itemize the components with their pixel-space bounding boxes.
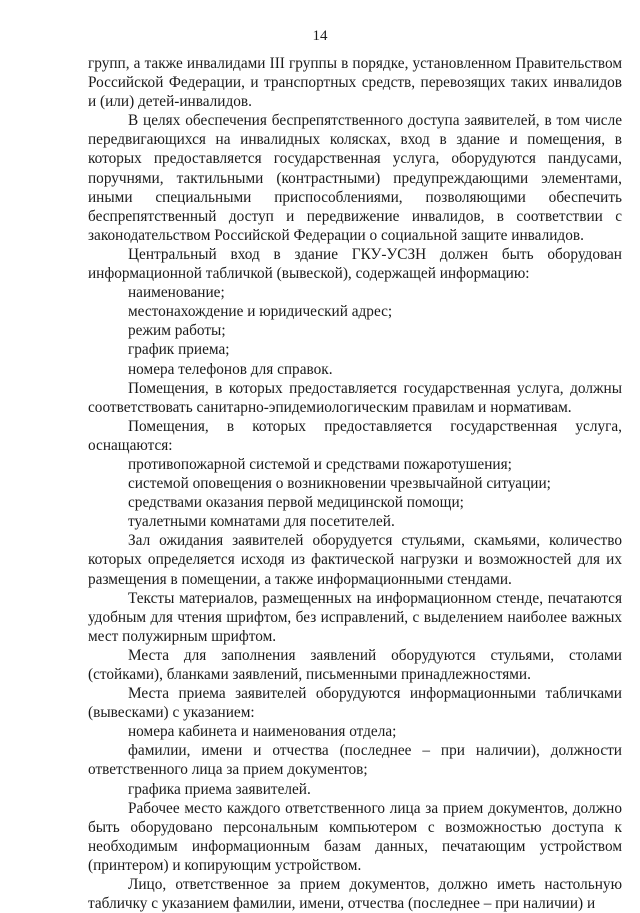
paragraph: Места для заполнения заявлений оборудуются стульями, столами (стойками), бланками заявлений, письменными принадлежностями.: [88, 646, 622, 683]
paragraph: Помещения, в которых предоставляется государственная услуга, должны соответствовать санитарно-эпидемиологическим правилам и нормативам.: [88, 379, 622, 416]
paragraph: Центральный вход в здание ГКУ-УСЗН должен быть оборудован информационной табличкой (вывеской), содержащей информацию:: [88, 245, 622, 283]
paragraph: Тексты материалов, размещенных на информационном стенде, печатаются удобным для чтения шрифтом, без исправлений, с выделением наиболее важных мест полужирным шрифтом.: [88, 589, 622, 645]
list-item: средствами оказания первой медицинской помощи;: [128, 494, 464, 512]
list-item: противопожарной системой и средствами пожаротушения;: [128, 455, 512, 473]
paragraph: Помещения, в которых предоставляется государственная услуга, оснащаются:: [88, 417, 622, 454]
paragraph: групп, а также инвалидами III группы в порядке, установленном Правительством Российской Федерации, и транспортных средств, перевозящих таких инвалидов и (или) детей-инвалидов.: [88, 55, 622, 111]
list-item: номера кабинета и наименования отдела;: [128, 723, 397, 741]
list-item: туалетными комнатами для посетителей.: [128, 513, 395, 531]
paragraph: Лицо, ответственное за прием документов, должно иметь настольную табличку с указанием фамилии, имени, отчества (последнее – при наличии) и: [88, 876, 622, 913]
list-item: режим работы;: [128, 322, 226, 340]
paragraph: Зал ожидания заявителей оборудуется стульями, скамьями, количество которых определяется исходя из фактической нагрузки и возможностей для их размещения в помещении, а также информационными стендами.: [88, 532, 622, 588]
paragraph: Рабочее место каждого ответственного лица за прием документов, должно быть оборудовано персональным компьютером с возможностью доступа к необходимым информационным базам данных, печатающим устройством (принтером) и копирующим устройством.: [88, 799, 622, 874]
list-item: местонахождение и юридический адрес;: [128, 303, 393, 321]
list-item: наименование;: [128, 284, 225, 302]
list-item: график приема;: [128, 341, 230, 359]
document-body: [88, 54, 622, 913]
paragraph: Места приема заявителей оборудуются информационными табличками (вывесками) с указанием:: [88, 685, 622, 722]
paragraph: В целях обеспечения беспрепятственного доступа заявителей, в том числе передвигающихся на инвалидных колясках, вход в здание и помещения, в которых предоставляется государственная услуга, оборудуются пандусами, поручнями, тактильными (контрастными) предупреждающими элементами, иными специальными приспособлениями, позволяющими обеспечить беспрепятственный доступ и передвижение инвалидов, в соответствии с законодательством Российской Федерации о социальной защите инвалидов.: [88, 112, 622, 244]
page-number: 14: [312, 28, 328, 44]
list-item: графика приема заявителей.: [128, 780, 311, 798]
list-item: системой оповещения о возникновении чрезвычайной ситуации;: [128, 475, 551, 493]
list-item: номера телефонов для справок.: [128, 360, 333, 378]
paragraph: фамилии, имени и отчества (последнее – при наличии), должности ответственного лица за прием документов;: [88, 742, 622, 779]
